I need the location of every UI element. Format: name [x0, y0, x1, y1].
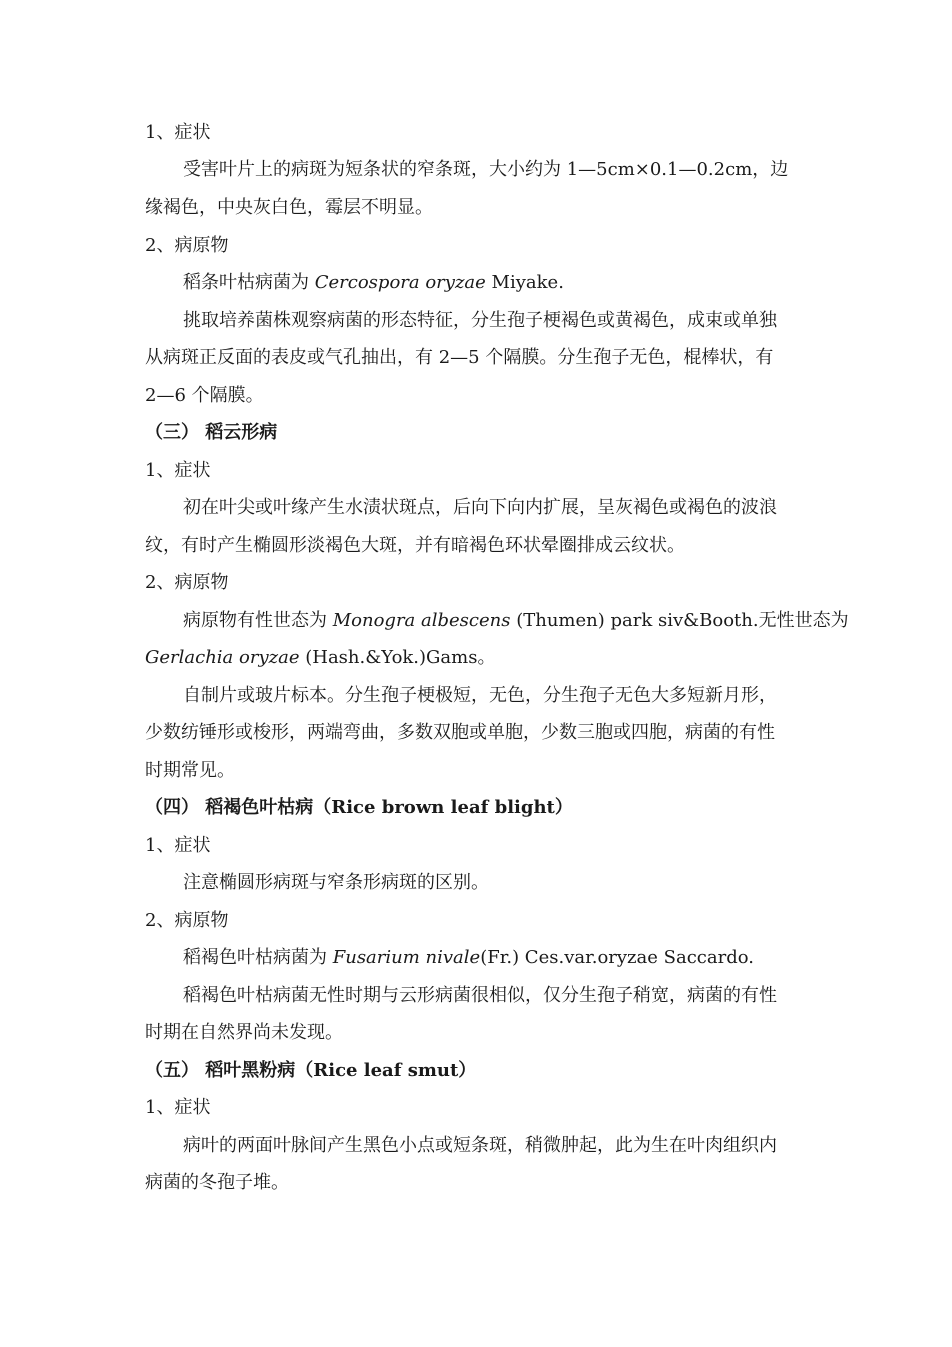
subsection-heading [0, 1096, 952, 1120]
subsection-heading [0, 909, 952, 933]
paragraph-text: (Hash.&Yok.)Gams。 [299, 647, 496, 668]
paragraph-text: (Fr.) Ces.var.oryzae Saccardo. [480, 947, 754, 968]
paragraph-text: 稻条叶枯病菌为 [183, 272, 315, 293]
paragraph-line [0, 684, 952, 708]
subsection-heading [0, 459, 952, 483]
paragraph-line [0, 646, 952, 670]
paragraph-text: 时期在自然界尚未发现。 [145, 1022, 343, 1043]
scientific-name: Fusarium nivale [332, 947, 481, 968]
heading-text: 1、症状 [145, 122, 211, 143]
subsection-heading [0, 571, 952, 595]
paragraph-text: 挑取培养菌株观察病菌的形态特征，分生孢子梗褐色或黄褐色，成束或单独 [183, 310, 777, 331]
heading-text: 2、病原物 [145, 910, 229, 931]
heading-text: （四） 稻褐色叶枯病（Rice brown leaf blight） [145, 797, 573, 818]
paragraph-text: 病原物有性世态为 [183, 610, 333, 631]
heading-text: 1、症状 [145, 460, 211, 481]
paragraph-line [0, 1171, 952, 1195]
paragraph-line [0, 271, 952, 295]
paragraph-line [0, 609, 952, 633]
paragraph-text: 从病斑正反面的表皮或气孔抽出，有 2—5 个隔膜。分生孢子无色，棍棒状，有 [145, 347, 774, 368]
paragraph-line [0, 384, 952, 408]
paragraph-line [0, 309, 952, 333]
paragraph-line [0, 946, 952, 970]
section-heading [0, 421, 952, 445]
subsection-heading [0, 234, 952, 258]
paragraph-text: 2—6 个隔膜。 [145, 385, 264, 406]
heading-text: （五） 稻叶黑粉病（Rice leaf smut） [145, 1060, 477, 1081]
paragraph-text: 注意椭圆形病斑与窄条形病斑的区别。 [183, 872, 489, 893]
heading-text: 1、症状 [145, 835, 211, 856]
paragraph-text: Miyake. [485, 272, 564, 293]
heading-text: 2、病原物 [145, 235, 229, 256]
subsection-heading [0, 834, 952, 858]
paragraph-text: 稻褐色叶枯病菌为 [183, 947, 333, 968]
paragraph-text: 初在叶尖或叶缘产生水渍状斑点，后向下向内扩展，呈灰褐色或褐色的波浪 [183, 497, 777, 518]
heading-text: （三） 稻云形病 [145, 422, 278, 443]
paragraph-text: 病叶的两面叶脉间产生黑色小点或短条斑，稍微肿起，此为生在叶肉组织内 [183, 1135, 777, 1156]
paragraph-text: 自制片或玻片标本。分生孢子梗极短，无色，分生孢子无色大多短新月形， [183, 685, 777, 706]
paragraph-text: 时期常见。 [145, 760, 235, 781]
paragraph-text: 纹，有时产生椭圆形淡褐色大斑，并有暗褐色环状晕圈排成云纹状。 [145, 535, 685, 556]
subsection-heading [0, 121, 952, 145]
paragraph-line [0, 1134, 952, 1158]
paragraph-line [0, 534, 952, 558]
paragraph-line [0, 346, 952, 370]
paragraph-text: (Thumen) park siv&Booth.无性世态为 [510, 610, 849, 631]
paragraph-line [0, 496, 952, 520]
paragraph-line [0, 1021, 952, 1045]
paragraph-text: 病菌的冬孢子堆。 [145, 1172, 289, 1193]
paragraph-text: 稻褐色叶枯病菌无性时期与云形病菌很相似，仅分生孢子稍宽，病菌的有性 [183, 985, 777, 1006]
paragraph-text: 缘褐色，中央灰白色，霉层不明显。 [145, 197, 433, 218]
paragraph-line [0, 984, 952, 1008]
paragraph-text: 受害叶片上的病斑为短条状的窄条斑，大小约为 1—5cm×0.1—0.2cm，边 [183, 159, 789, 180]
paragraph-line [0, 158, 952, 182]
section-heading [0, 796, 952, 820]
heading-text: 2、病原物 [145, 572, 229, 593]
paragraph-text: 少数纺锤形或梭形，两端弯曲，多数双胞或单胞，少数三胞或四胞，病菌的有性 [145, 722, 775, 743]
paragraph-line [0, 721, 952, 745]
heading-text: 1、症状 [145, 1097, 211, 1118]
paragraph-line [0, 759, 952, 783]
scientific-name: Cercospora oryzae [314, 272, 486, 293]
paragraph-line [0, 196, 952, 220]
section-heading [0, 1059, 952, 1083]
paragraph-line [0, 871, 952, 895]
scientific-name: Monogra albescens [332, 610, 511, 631]
scientific-name: Gerlachia oryzae [145, 647, 300, 668]
